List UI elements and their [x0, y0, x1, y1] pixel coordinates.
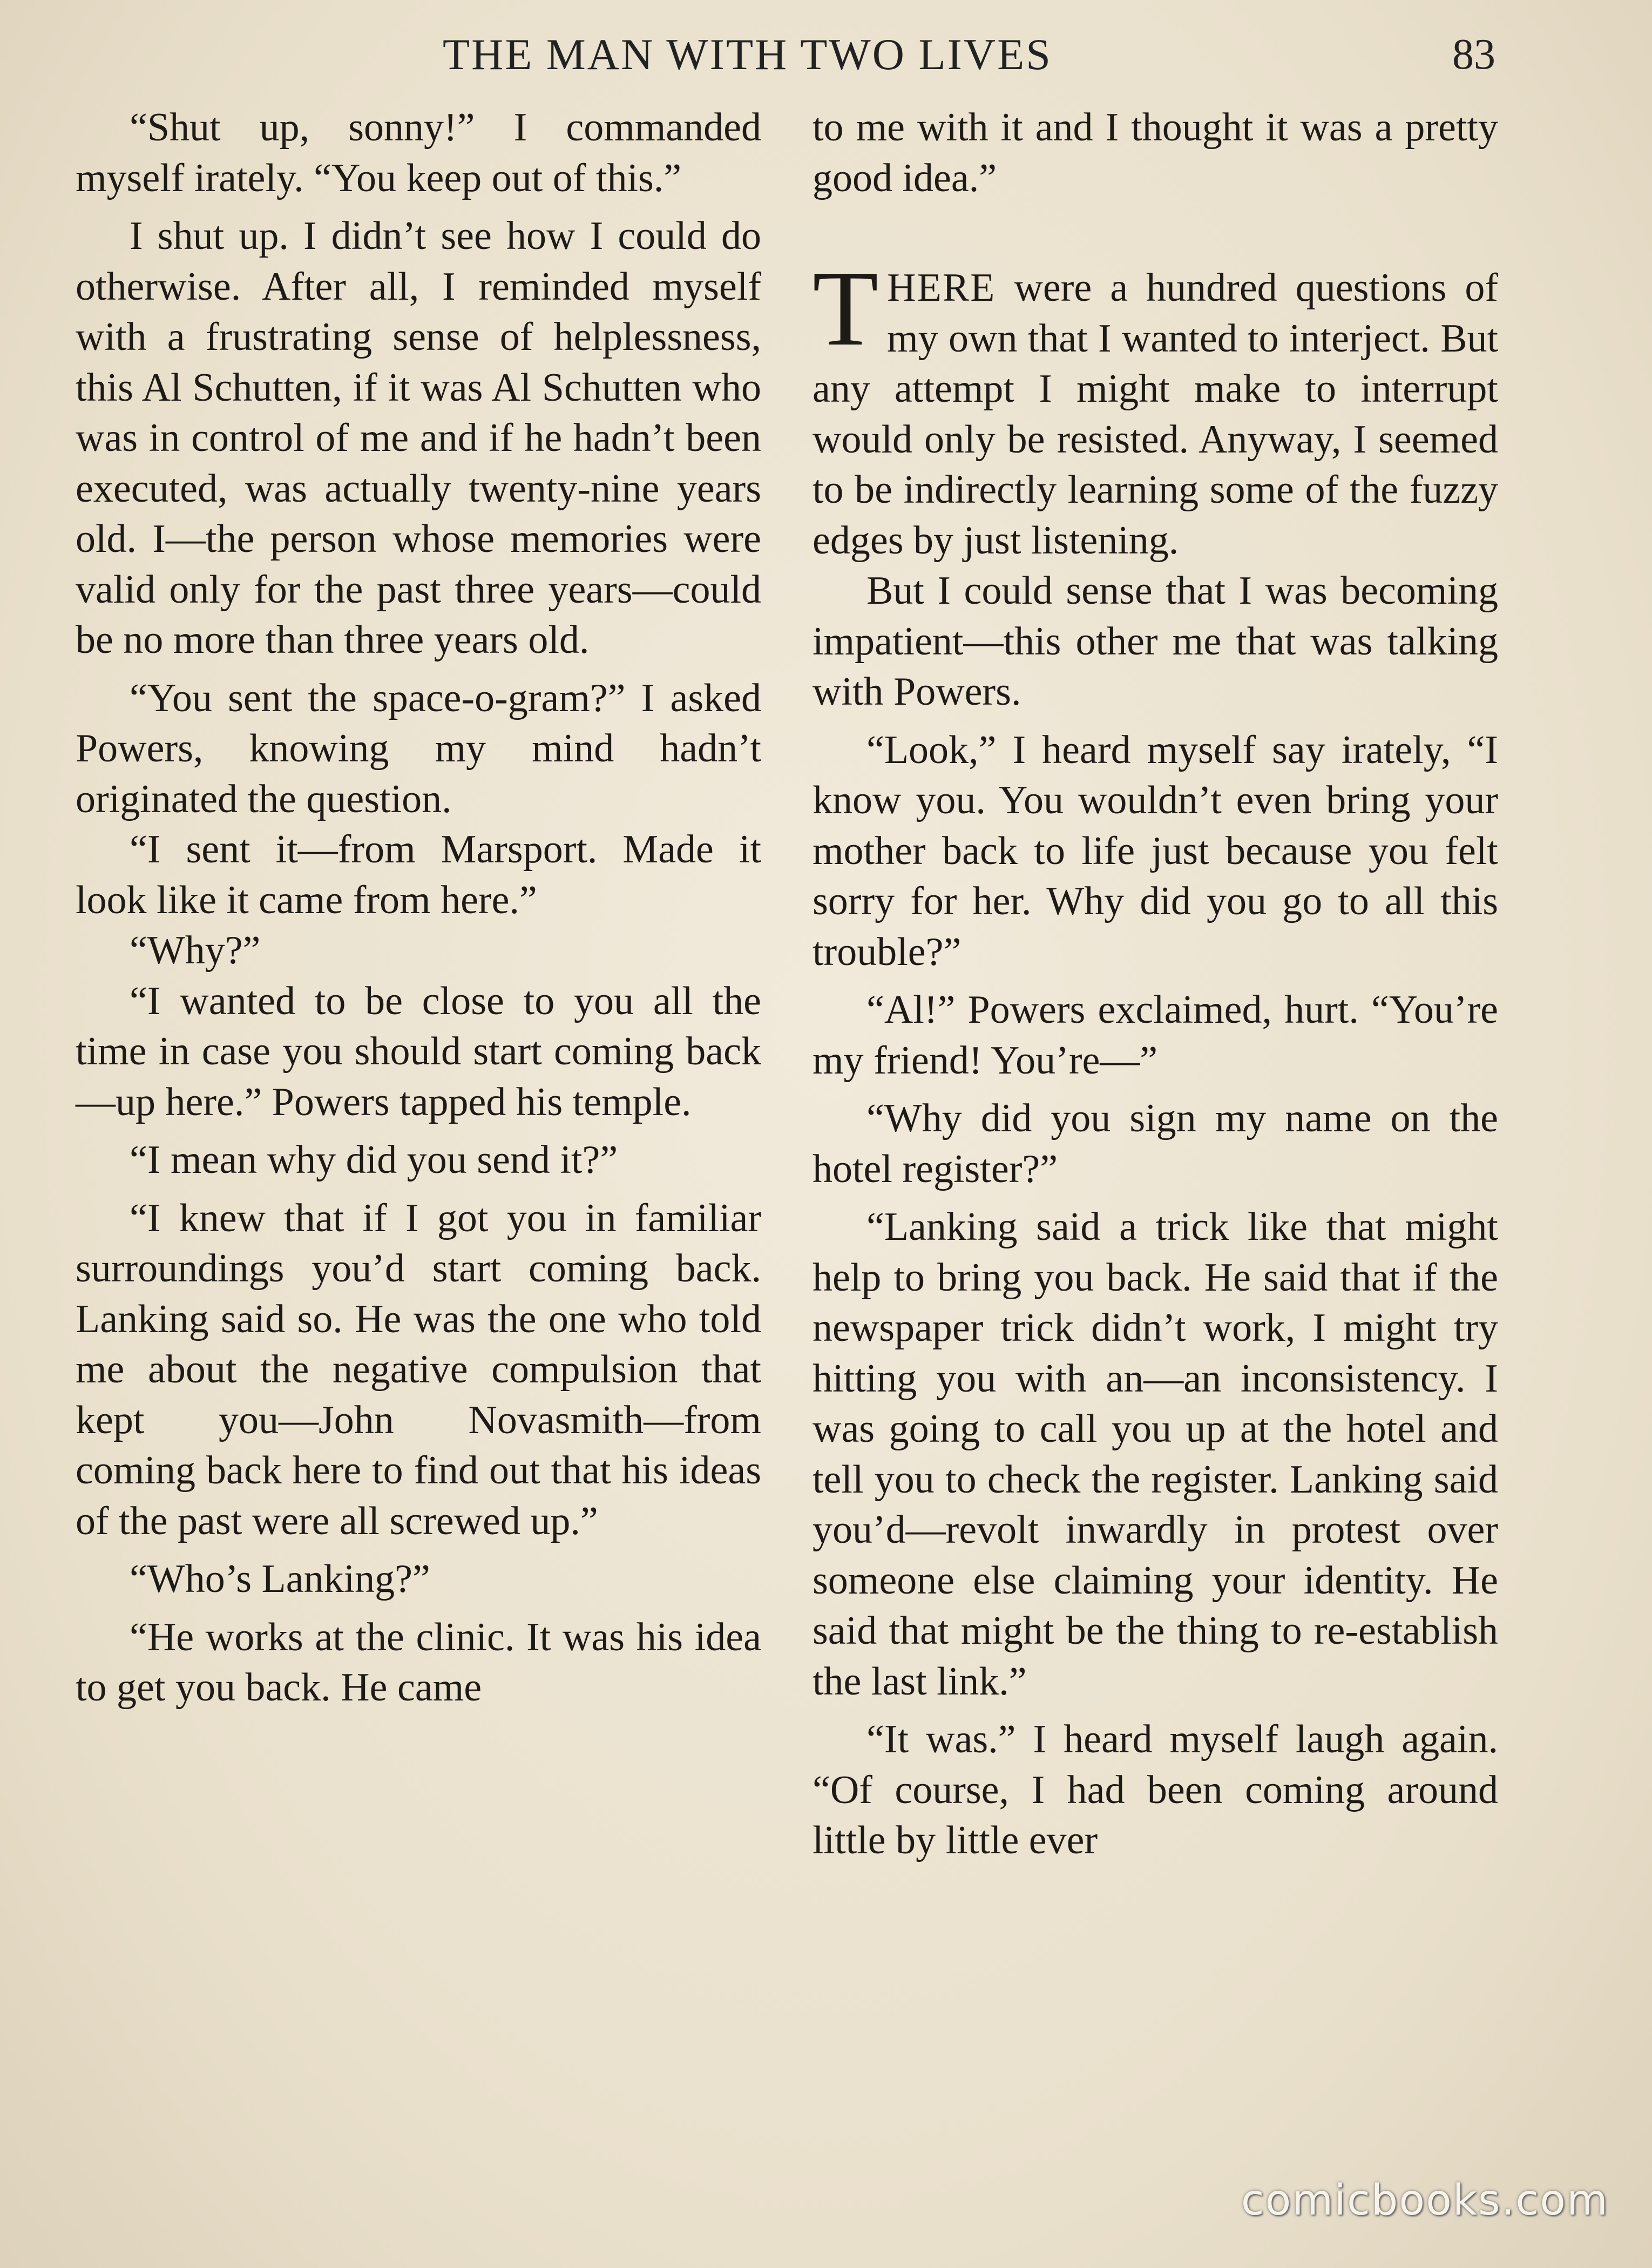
paragraph: “Shut up, sonny!” I commanded myself irately. “You keep out of this.” — [76, 105, 761, 200]
section-opening-text: were a hundred questions of my own that I wanted to interject. But any attempt I might make to interrupt would only be resisted. Anyway, I seemed to be indirectly learning some of the fuzzy edges by just listening. — [813, 266, 1498, 563]
running-title: THE MAN WITH TWO LIVES — [443, 30, 1052, 79]
section-lead-caps: HERE — [887, 266, 996, 310]
page-header — [0, 26, 1652, 91]
paragraph-continuation: to me with it and I thought it was a pretty good idea.” — [813, 105, 1498, 200]
paragraph: But I could sense that I was becoming impatient—this other me that was talking with Powers. — [813, 569, 1498, 714]
paragraph: “Look,” I heard myself say irately, “I know you. You wouldn’t even bring your mother back to life just because you felt sorry for her. Why did you go to all this trouble?” — [813, 727, 1498, 974]
paragraph: “Why did you sign my name on the hotel register?” — [813, 1096, 1498, 1191]
left-column — [76, 103, 761, 1713]
page-number: 83 — [1452, 31, 1495, 78]
paragraph: “I mean why did you send it?” — [130, 1138, 618, 1182]
paragraph: “Why?” — [130, 928, 261, 973]
paragraph: “Who’s Lanking?” — [130, 1557, 430, 1601]
paragraph: I shut up. I didn’t see how I could do otherwise. After all, I reminded myself with a frustrating sense of helplessness, this Al Schutten, if it was Al Schutten who was in control of me and if he hadn’t been executed, was actually twenty-nine years old. I—the person whose memories were valid only for the past three years—could be no more than three years old. — [76, 214, 761, 662]
paragraph: “Lanking said a trick like that might help to bring you back. He said that if the newspaper trick didn’t work, I might try hitting you with an—an inconsistency. I was going to call you up at the hotel and tell you to check the register. Lanking said you’d—revolt inwardly in protest over someone else claiming your identity. He said that might be the thing to re-establish the last link.” — [813, 1205, 1498, 1704]
paragraph: “It was.” I heard myself laugh again. “Of course, I had been coming around little by little ever — [813, 1717, 1498, 1862]
paragraph: “I knew that if I got you in familiar surroundings you’d start coming back. Lanking said so. He was the one who told me about the negative compulsion that kept you—John Novasmith—from coming back here to find out that his ideas of the past were all screwed up.” — [76, 1196, 761, 1543]
right-column — [813, 103, 1498, 1866]
paragraph: “Al!” Powers exclaimed, hurt. “You’re my friend! You’re—” — [813, 988, 1498, 1083]
paragraph: “I sent it—from Marsport. Made it look like it came from here.” — [76, 827, 761, 922]
paragraph: “He works at the clinic. It was his idea to get you back. He came — [76, 1615, 761, 1710]
site-watermark: comicbooks.com — [1241, 2176, 1609, 2225]
drop-cap: T — [813, 249, 879, 368]
section-opening-paragraph — [813, 249, 1498, 566]
paragraph: “I wanted to be close to you all the time in case you should start coming back—up here.” Powers tapped his temple. — [76, 978, 761, 1124]
paragraph: “You sent the space-o-gram?” I asked Powers, knowing my mind hadn’t originated the question. — [76, 676, 761, 821]
